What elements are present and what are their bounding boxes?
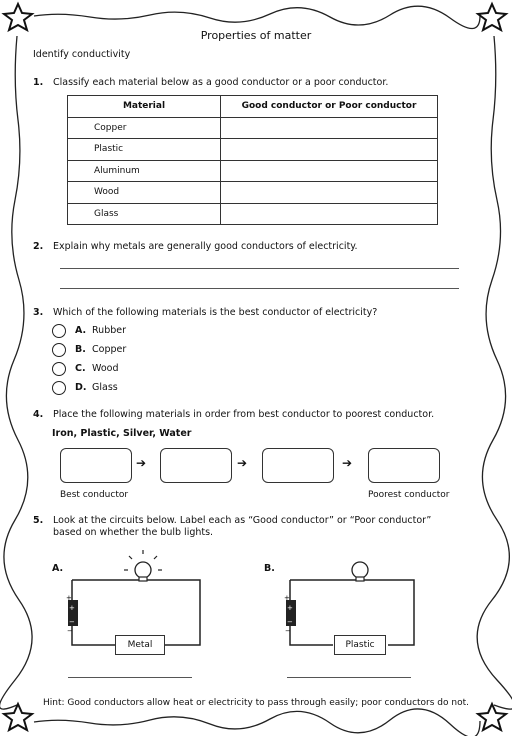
material-cell: Aluminum: [68, 160, 221, 182]
svg-text:−: −: [285, 627, 291, 635]
materials-list: Iron, Plastic, Silver, Water: [52, 428, 192, 439]
answer-cell[interactable]: [221, 182, 438, 204]
question-2-text: Explain why metals are generally good conductors of electricity.: [53, 241, 358, 252]
circuit-b-material-label: Plastic: [334, 635, 386, 655]
answer-cell[interactable]: [221, 117, 438, 139]
circuit-b-letter: B.: [264, 563, 275, 574]
question-5-number: 5.: [33, 515, 44, 526]
best-conductor-label: Best conductor: [60, 490, 129, 500]
material-cell: Copper: [68, 117, 221, 139]
question-5-text-line2: based on whether the bulb lights.: [53, 527, 214, 538]
table-row: [68, 139, 438, 161]
subtitle: Identify conductivity: [33, 49, 131, 60]
question-1-text: Classify each material below as a good conductor or a poor conductor.: [53, 77, 389, 88]
svg-text:+: +: [287, 604, 293, 612]
table-header-row: [68, 96, 438, 118]
order-box-3[interactable]: [262, 448, 334, 483]
option-a-letter: A.: [75, 325, 87, 336]
circuit-a-material-label: Metal: [115, 635, 165, 655]
question-3-number: 3.: [33, 307, 44, 318]
question-3-text: Which of the following materials is the best conductor of electricity?: [53, 307, 378, 318]
svg-text:−: −: [67, 627, 73, 635]
poorest-conductor-label: Poorest conductor: [368, 490, 450, 500]
unlit-bulb-icon: [352, 562, 368, 581]
svg-text:+: +: [284, 594, 290, 602]
table-header-material: Material: [68, 96, 221, 118]
table-row: [68, 203, 438, 225]
order-box-2[interactable]: [160, 448, 232, 483]
material-cell: Plastic: [68, 139, 221, 161]
radio-option-b[interactable]: [52, 343, 66, 357]
radio-option-a[interactable]: [52, 324, 66, 338]
arrow-right-icon: ➔: [342, 456, 353, 470]
order-box-1[interactable]: [60, 448, 132, 483]
option-a-text: Rubber: [92, 325, 127, 336]
answer-cell[interactable]: [221, 160, 438, 182]
question-2-number: 2.: [33, 241, 44, 252]
material-cell: Wood: [68, 182, 221, 204]
table-row: [68, 160, 438, 182]
answer-cell[interactable]: [221, 139, 438, 161]
svg-text:−: −: [287, 618, 293, 626]
arrow-right-icon: ➔: [136, 456, 147, 470]
circuit-a-letter: A.: [52, 563, 64, 574]
option-b-text: Copper: [92, 344, 127, 355]
question-5-text-line1: Look at the circuits below. Label each as “Good conductor” or “Poor conductor”: [53, 515, 432, 526]
answer-cell[interactable]: [221, 203, 438, 225]
question-4-number: 4.: [33, 409, 44, 420]
lit-bulb-icon: [124, 550, 162, 581]
page-title: Properties of matter: [200, 29, 312, 42]
material-cell: Glass: [68, 203, 221, 225]
question-4-text: Place the following materials in order from best conductor to poorest conductor.: [53, 409, 435, 420]
answer-line[interactable]: [60, 288, 459, 289]
radio-option-d[interactable]: [52, 381, 66, 395]
question-1-number: 1.: [33, 77, 44, 88]
circuit-b-answer-line[interactable]: [287, 677, 411, 678]
answer-line[interactable]: [60, 268, 459, 269]
option-c-text: Wood: [92, 363, 119, 374]
option-c-letter: C.: [75, 363, 86, 374]
table-row: [68, 117, 438, 139]
option-b-letter: B.: [75, 344, 86, 355]
svg-text:−: −: [69, 618, 75, 626]
svg-text:+: +: [66, 594, 72, 602]
circuit-a-answer-line[interactable]: [68, 677, 192, 678]
order-box-4[interactable]: [368, 448, 440, 483]
arrow-right-icon: ➔: [237, 456, 248, 470]
table-header-conductor: Good conductor or Poor conductor: [221, 96, 438, 118]
option-d-letter: D.: [75, 382, 87, 393]
svg-text:+: +: [69, 604, 75, 612]
materials-table: [67, 95, 438, 225]
option-d-text: Glass: [92, 382, 118, 393]
radio-option-c[interactable]: [52, 362, 66, 376]
table-row: [68, 182, 438, 204]
hint-text: Hint: Good conductors allow heat or electricity to pass through easily; poor conductors do not.: [43, 698, 469, 708]
